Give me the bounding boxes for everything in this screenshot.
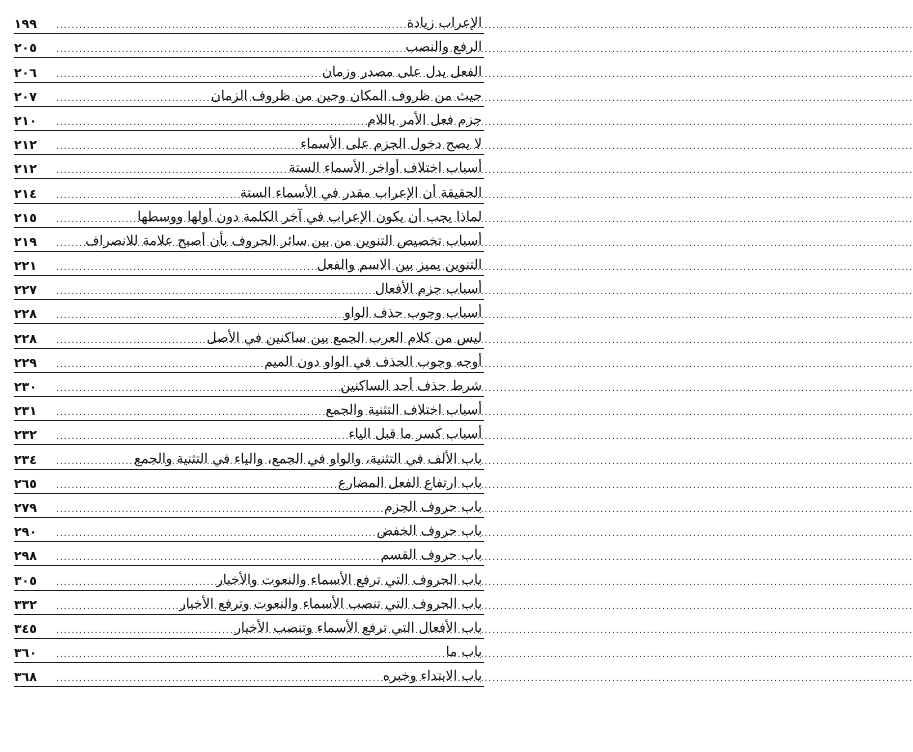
toc-entry-title: شرط حذف أحد الساكنين [340, 378, 482, 394]
dot-leader [56, 408, 322, 418]
toc-entry [14, 34, 484, 58]
toc-entry-page-number: ٢٢١ [14, 258, 37, 274]
dot-leader [56, 166, 286, 176]
dot-leader [56, 263, 314, 273]
toc-entry [14, 591, 484, 615]
toc-entry-page-number: ٢٣٤ [14, 451, 37, 467]
toc-entry [14, 276, 484, 300]
toc-entry-title: باب الحروف التي ترفع الأسماء والنعوت والأخبار [216, 571, 482, 588]
toc-entry-title: الفعل يدل على مصدر وزمان [322, 63, 482, 80]
toc-entry-page-number: ٢٢٨ [14, 330, 37, 346]
toc-entry [14, 397, 484, 421]
toc-entry-title: التنوين يميز بين الاسم والفعل [316, 257, 482, 274]
toc-entry-page-number: ٢٠٧ [14, 88, 37, 104]
toc-entry-title: الرفع والنصب [405, 39, 482, 56]
toc-entry [14, 179, 484, 203]
toc-entry-page-number: ٢٠٥ [14, 40, 37, 56]
toc-entry [14, 663, 484, 687]
toc-entry-title: جزم فعل الأمر باللام [367, 111, 482, 128]
dot-leader [56, 602, 176, 612]
toc-entry-page-number: ٣٦٨ [14, 669, 37, 685]
dot-leader [56, 118, 364, 128]
toc-entry [14, 518, 484, 542]
toc-entry [14, 542, 484, 566]
toc-entry-page-number: ٢١٩ [14, 233, 37, 249]
toc-entry-page-number: ٣٣٢ [14, 596, 37, 612]
dot-leader [56, 384, 337, 394]
dot-leader [56, 336, 204, 346]
toc-entry [14, 58, 484, 82]
dot-leader [56, 578, 213, 588]
toc-entry-title: أسباب كسر ما قبل الياء [348, 426, 482, 443]
toc-entry-title: الحقيقة أن الإعراب مقدر في الأسماء الستة [240, 184, 482, 201]
toc-entry [14, 349, 484, 373]
toc-entry-page-number: ٢٣٠ [14, 379, 37, 394]
dot-leader [56, 215, 134, 225]
toc-entry-page-number: ٢٣١ [14, 403, 37, 419]
dot-leader [56, 674, 380, 684]
toc-entry-page-number: ٢٢٩ [14, 354, 37, 370]
toc-entry-title: أوجه وجوب الحذف في الواو دون الميم [264, 353, 482, 370]
toc-entry [14, 300, 484, 324]
toc-entry-page-number: ٣٤٥ [14, 620, 37, 636]
dot-leader [56, 626, 231, 636]
dot-leader [56, 311, 341, 321]
toc-entry [14, 107, 484, 131]
toc-entry [14, 252, 484, 276]
dot-leader [56, 70, 319, 80]
toc-entry-title: باب حروف الجزم [384, 498, 482, 515]
toc-entry-page-number: ٢٠٦ [14, 64, 37, 80]
toc-entry [14, 445, 484, 469]
toc-entry-title: باب ارتفاع الفعل المضارع [338, 474, 482, 491]
toc-entry-title: أسباب جزم الأفعال [374, 281, 482, 298]
toc-entry-title: لا يصح دخول الجزم على الأسماء [300, 136, 482, 153]
toc-entry [14, 324, 484, 348]
dot-leader [56, 191, 237, 201]
toc-entry-page-number: ٢١٤ [14, 185, 37, 201]
toc-entry-page-number: ١٩٩ [14, 16, 37, 32]
toc-entry [14, 494, 484, 518]
dot-leader [56, 650, 443, 660]
toc-entry-title: باب الأفعال التي ترفع الأسماء وتنصب الأخبار [234, 619, 482, 636]
toc-entry-title: الإعراب زيادة [406, 15, 482, 32]
toc-entry-page-number: ٢٦٥ [14, 475, 37, 491]
toc-entry [14, 421, 484, 445]
table-of-contents [14, 10, 484, 687]
dot-leader [56, 481, 335, 491]
toc-entry [14, 373, 484, 397]
toc-entry-page-number: ٢٩٨ [14, 548, 37, 564]
toc-entry [14, 470, 484, 494]
toc-entry [14, 639, 484, 663]
toc-entry [14, 566, 484, 590]
toc-entry-title: باب الابتداء وخبره [382, 668, 482, 685]
toc-entry-page-number: ٣٦٠ [14, 645, 37, 661]
toc-entry [14, 615, 484, 639]
dot-leader [56, 529, 374, 539]
toc-entry [14, 155, 484, 179]
toc-entry-title: باب الألف في التثنية، والواو في الجمع، والياء في التثنية والجمع [134, 450, 482, 467]
dot-leader [56, 360, 261, 370]
toc-entry-page-number: ٢١٠ [14, 112, 37, 128]
dot-leader [56, 505, 381, 515]
toc-entry [14, 83, 484, 107]
toc-entry-title: لماذا يجب أن يكون الإعراب في آخر الكلمة دون أولها ووسطها [137, 208, 482, 225]
dot-leader [56, 45, 402, 55]
toc-entry-title: باب ما [445, 644, 482, 661]
toc-entry-title: باب الحروف التي تنصب الأسماء والنعوت وترفع الأخبار [179, 595, 482, 612]
toc-entry-title: باب حروف القسم [380, 547, 482, 564]
dot-leader [56, 457, 131, 467]
toc-entry-title: أسباب اختلاف التثنية والجمع [325, 402, 482, 419]
dot-leader [56, 21, 404, 31]
dot-leader [56, 142, 297, 152]
dot-leader [56, 94, 208, 104]
toc-entry [14, 204, 484, 228]
toc-entry-title: أسباب اختلاف أواخر الأسماء الستة [288, 160, 482, 177]
toc-entry [14, 10, 484, 34]
dot-leader [56, 287, 372, 297]
dot-leader [56, 239, 82, 249]
toc-entry-page-number: ٢٧٩ [14, 499, 37, 515]
toc-entry-title: أسباب وجوب حذف الواو [344, 305, 482, 322]
toc-entry-page-number: ٢١٥ [14, 209, 37, 225]
toc-entry-page-number: ٢١٢ [14, 161, 37, 177]
toc-entry-page-number: ٢٩٠ [14, 524, 37, 540]
toc-entry-page-number: ٢٣٢ [14, 427, 37, 443]
toc-entry [14, 228, 484, 252]
toc-entry-page-number: ٢١٢ [14, 137, 37, 153]
toc-entry-title: ليس من كلام العرب الجمع بين ساكنين في الأصل [206, 329, 482, 346]
toc-entry-title: باب حروف الخفض [376, 523, 482, 540]
toc-entry-title: أسباب تخصيص التنوين من بين سائر الحروف بأن أصبح علامة للانصراف [85, 232, 482, 249]
toc-entry-page-number: ٣٠٥ [14, 572, 37, 588]
dot-leader [56, 432, 345, 442]
toc-entry-title: حيث من ظروف المكان وحين من ظروف الزمان [210, 87, 482, 104]
dot-leader [56, 553, 378, 563]
toc-entry-page-number: ٢٢٧ [14, 282, 37, 298]
toc-entry [14, 131, 484, 155]
toc-entry-page-number: ٢٢٨ [14, 306, 37, 322]
